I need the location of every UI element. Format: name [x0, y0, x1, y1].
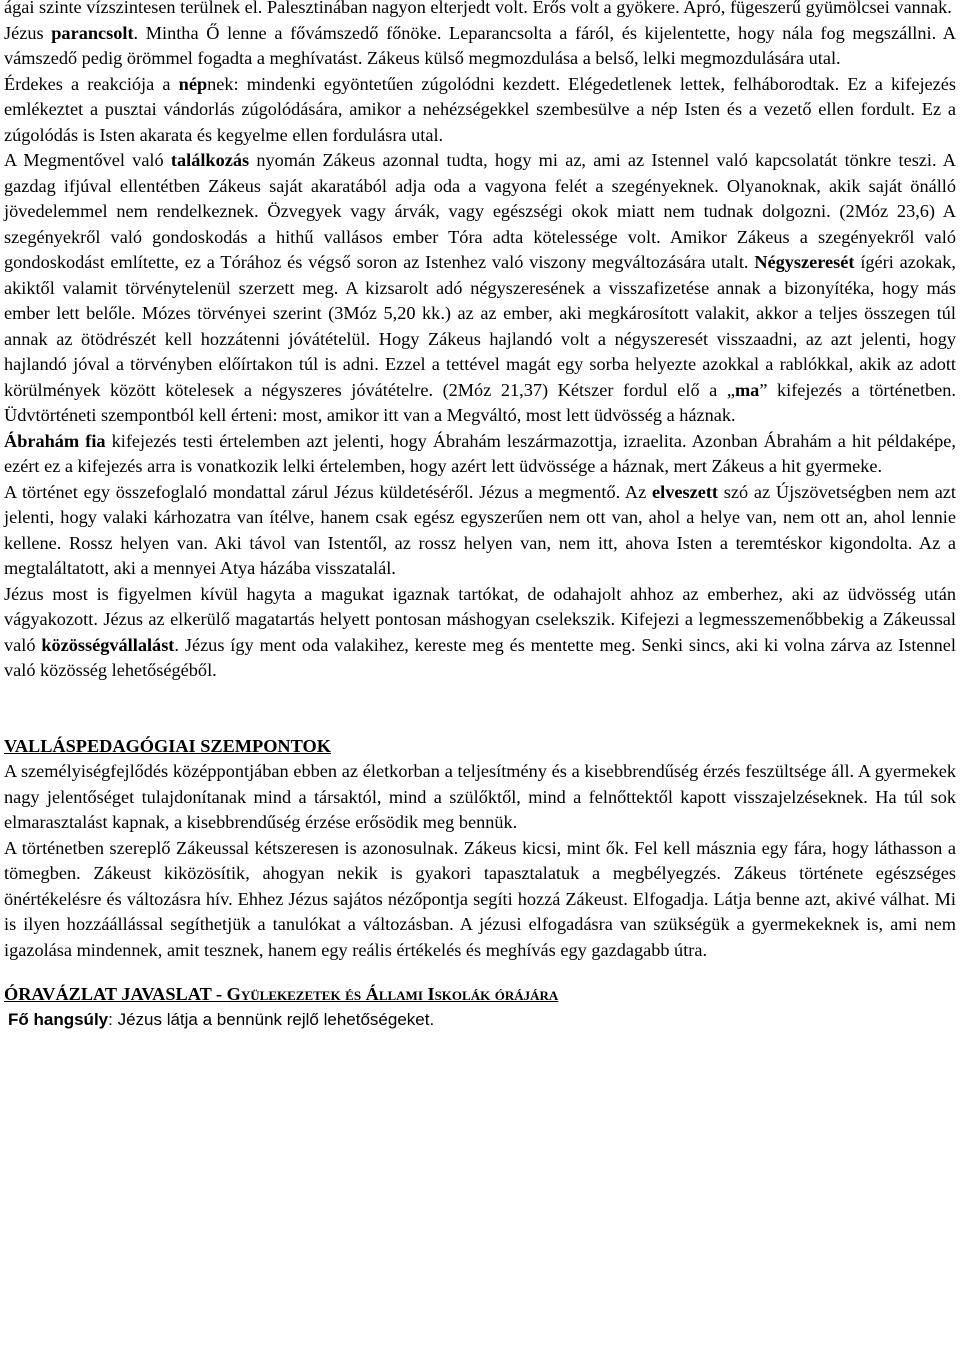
- paragraph-lost: A történet egy összefoglaló mondattal zárul Jézus küldetéséről. Jézus a megmentő. Az elveszett szó az Újszövetségben nem azt jelenti, hogy valaki kárhozatra van ítélve, hanem csak egész egyszerűen nem ott van, ahol a helye van, nem ott an, ahol lennie kellene. Rossz helyen van. Aki távol van Istentől, az rossz helyen van, nem itt, ahova Isten a teremtéskor kigondolta. Az a megtaláltatott, aki a mennyei Atya házába visszatalál.: [4, 481, 957, 578]
- main-focus-label: Fő hangsúly: [8, 1009, 109, 1029]
- paragraph-personality-development: A személyiségfejlődés középpontjában ebben az életkorban a teljesítmény és a kisebbrendűség érzés feszültsége áll. A gyermekek nagy jelentőséget tulajdonítanak mind a társaktól, mind a szülőktől, mind a felnőttektől kapott visszajelzéseknek. Ha túl sok elmarasztalást kapnak, a kisebbrendűség érzése erősödik meg bennük.: [4, 761, 956, 832]
- emphasis-parancsolt: parancsolt: [51, 22, 134, 43]
- paragraph-fig-tree: ágai szinte vízszintesen terülnek el. Palesztinában nagyon elterjedt volt. Erős volt a gyökere. Apró, fügeszerű gyümölcsei vannak. Jézus parancsolt. Mintha Ő lenne a fővámszedő főnöke. Leparancsolta a fáról, és kijelentette, hogy nála fog megszállni. A vámszedő pedig örömmel fogadta a meghívatást. Zákeus külső megmozdulása a belső, lelki megmozdulására utal.: [4, 0, 956, 72]
- emphasis-abraham-fia: Ábrahám fia: [4, 430, 106, 451]
- emphasis-ma: ma: [734, 379, 760, 400]
- emphasis-talalkozas: találkozás: [170, 150, 250, 170]
- main-focus-text: : Jézus látja a bennünk rejlő lehetőségeket.: [108, 1009, 435, 1029]
- emphasis-negyszereset: Négyszeresét: [754, 252, 855, 272]
- paragraph-encounter: A Megmentővel való találkozás nyomán Zákeus azonnal tudta, hogy mi az, ami az Istennel való kapcsolatát tönkre teszi. A gazdag ifjúval ellentétben Zákeus saját akaratából adja oda a vagyona felét a szegényeknek. Olyanoknak, akik saját önálló jövedelemmel nem rendelkeznek. Özvegyek vagy árvák, vagy egészségi okok miatt nem tudnak dolgozni. (2Móz 23,6) A szegényekről való gondoskodás a hithű vallásos ember Tóra adta kötelessége volt. Amikor Zákeus a szegényekről való gondoskodást említette, ez a Tórához és végső soron az Istenhez való viszony megváltozására utalt. Négyszeresét ígéri azokak, akiktől valamit törvénytelenül szerzett meg. A kizsarolt adó négyszeresének a visszafizetése annak a bizonyítéka, hogy más ember lett belőle. Mózes törvényei szerint (3Móz 5,20 kk.) az az ember, aki megkárosított valakit, akkor a teljes összegen túl annak az ötödrészét kell hozzátenni jóvátételül. Hogy Zákeus hajlandó volt a négyszeresét visszaadni, az azt jelenti, hogy hajlandó jóval a törvényben előírtakon túl is adni. Ezzel a tettével magát egy sorba helyezte azokkal a rablókkal, akik az adott körülmények között kötelesek a négyszeres jóvátételre. (2Móz 21,37) Kétszer fordul elő a „ma” kifejezés a történetben. Üdvtörténeti szempontból kell érteni: most, amikor itt van a Megváltó, most lett üdvösség a háznak.: [4, 150, 956, 425]
- paragraph-community: Jézus most is figyelmen kívül hagyta a magukat igaznak tartókat, de odahajolt ahhoz az emberhez, aki az üdvösség után vágyakozott. Jézus az elkerülő magatartás helyett pontosan máshogyan cselekszik. Kifejezi a legmesszemenőbbekig a Zákeussal való közösségvállalást. Jézus így ment oda valakihez, kereste meg és mentette meg. Senki sincs, aki ki volna zárva az Istennel való közösség lehetőségéből.: [4, 583, 957, 680]
- emphasis-nep: nép: [178, 73, 208, 94]
- main-focus-line: [4, 1008, 956, 1032]
- section-heading-pedagogy: VALLÁSPEDAGÓGIAI SZEMPONTOK: [4, 735, 331, 756]
- emphasis-elveszett: elveszett: [652, 481, 718, 502]
- emphasis-kozossegvallalas: közösségvállalást: [41, 634, 175, 655]
- paragraph-people-reaction: Érdekes a reakciója a népnek: mindenki egyöntetűen zúgolódni kezdett. Elégedetlenek lettek, felháborodtak. Ez a kifejezés emlékeztet a pusztai vándorlás zúgolódására, amikor a nehézségekkel szembesülve a nép Isten és a vezető ellen fordult. Ez a zúgolódás is Isten akarata és kegyelme ellen fordulásra utal.: [4, 73, 957, 145]
- fig-tree-text: ágai szinte vízszintesen terülnek el. Palesztinában nagyon elterjedt volt. Erős volt a gyökere. Apró, fügeszerű gyümölcsei vannak.: [4, 0, 952, 17]
- paragraph-identification: A történetben szereplő Zákeussal kétszeresen is azonosulnak. Zákeus kicsi, mint ők. Fel kell másznia egy fára, hogy láthasson a tömegben. Zákeust kiközösítik, ahogyan nekik is gyakori tapasztalatuk a megbélyegzés. Zákeus története egészséges önértékelésre és változásra hív. Ehhez Jézus sajátos nézőpontja segíti hozzá Zákeust. Elfogadja. Látja benne azt, akivé válhat. Mi is ilyen hozzáállással segíthetjük a tanulókat a változásban. A jézusi elfogadásra van szükségük a gyermekeknek is, ami nem igazolása mindennek, amit tesznek, hanem egy reális értékelés és meghívás egy gazdagabb útra.: [4, 837, 956, 960]
- section-heading-lesson-plan: ÓRAVÁZLAT JAVASLAT - Gyülekezetek és Állami Iskolák órájára: [4, 984, 559, 1004]
- paragraph-abraham-son: Ábrahám fia kifejezés testi értelemben azt jelenti, hogy Ábrahám leszármazottja, izraelita. Azonban Ábrahám a hit példaképe, ezért ez a kifejezés arra is vonatkozik lelki értelemben, hogy azért lett üdvössége a háznak, mert Zákeus a hit gyermeke.: [4, 430, 956, 476]
- document-page: [4, 0, 956, 1032]
